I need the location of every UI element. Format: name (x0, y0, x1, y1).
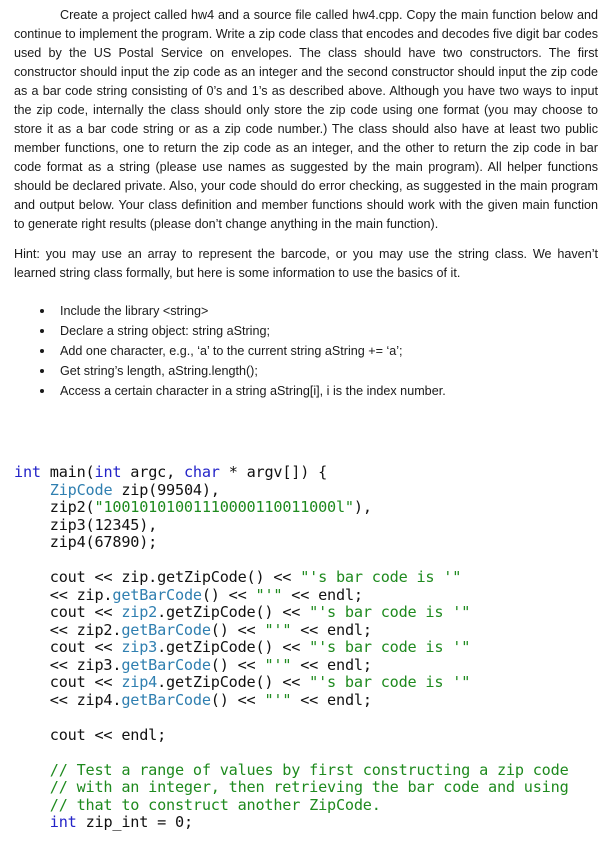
code-token: int (49, 813, 77, 831)
code-line (14, 587, 604, 605)
code-line (14, 692, 604, 710)
code-token: char (183, 463, 220, 481)
code-token: // Test a range of values by first constructing a zip code (14, 760, 569, 779)
code-token: argc, (121, 463, 184, 481)
code-line (14, 797, 604, 815)
hint-bullet-list (14, 301, 598, 401)
code-token: ), (353, 498, 372, 516)
bullet-item: Declare a string object: string aString; (40, 321, 598, 341)
code-token: "'" (264, 620, 292, 639)
code-line (14, 569, 604, 587)
code-token: cout << endl; (14, 725, 167, 744)
code-token: zip3 (121, 638, 158, 656)
code-token: "'s bar code is '" (309, 638, 471, 656)
code-token: << endl; (291, 620, 372, 639)
code-token: zip(99504), (112, 480, 220, 499)
code-token: () << (201, 585, 256, 604)
code-line (14, 499, 604, 517)
code-token: << zip4. (14, 690, 122, 709)
bullet-item: Add one character, e.g., ‘a’ to the current string aString += ‘a’; (40, 341, 598, 361)
code-line (14, 604, 604, 622)
code-token: << zip2. (14, 620, 122, 639)
code-line (14, 552, 604, 570)
assignment-text (14, 6, 598, 401)
code-line (14, 709, 604, 727)
code-token: () << (210, 690, 265, 709)
bullet-item: Include the library <string> (40, 301, 598, 321)
code-token: // that to construct another ZipCode. (14, 795, 381, 814)
code-token: "'" (264, 655, 292, 674)
code-line (14, 657, 604, 675)
code-token: // with an integer, then retrieving the bar code and using (14, 778, 569, 796)
code-token: cout << (14, 603, 122, 621)
code-token: () << (210, 655, 265, 674)
code-token: zip2( (14, 498, 95, 516)
code-token: "'" (264, 690, 292, 709)
code-line (14, 622, 604, 640)
bullet-item: Get string’s length, aString.length(); (40, 361, 598, 381)
bullet-item: Access a certain character in a string aString[i], i is the index number. (40, 381, 598, 401)
code-token: getBarCode (121, 690, 211, 709)
code-line (14, 517, 604, 535)
code-token: getBarCode (112, 585, 202, 604)
code-line (14, 779, 604, 797)
code-token: zip4(67890); (14, 533, 158, 551)
code-token (14, 481, 50, 499)
instructions-paragraph: Create a project called hw4 and a source file called hw4.cpp. Copy the main function below and continue to implement the program. Write a zip code class that encodes and decodes five digit bar codes used by the US Postal Service on envelopes. The class should have two constructors. The first constructor should input the zip code as an integer and the second constructor should input the zip code as a bar code string consisting of 0’s and 1’s as described above. Although you have two ways to input the zip code, internally the class should only store the zip code using one format (you may choose to store it as a bar code string or as a zip code number.) The class should also have at least two public member functions, one to return the zip code as an integer, and the other to return the zip code in bar code format as a string (please use names as suggested by the main program). All helper functions should be declared private. Also, your code should do error checking, as suggested in the main program and output below. Your class definition and member functions should work with the given main function to generate right results (please don’t change anything in the main function). (14, 8, 598, 231)
code-token: "'s bar code is '" (309, 673, 471, 691)
code-token: "'s bar code is '" (300, 568, 462, 586)
code-token: int (14, 463, 41, 481)
code-token: << zip. (14, 585, 113, 604)
code-token: zip2 (121, 603, 158, 621)
code-token: "10010101001110000110011000l" (94, 498, 354, 516)
code-token: .getZipCode() << (157, 603, 310, 621)
code-token: << endl; (291, 655, 372, 674)
code-token: zip4 (121, 673, 158, 691)
code-line (14, 762, 604, 780)
code-token: () << (210, 620, 265, 639)
code-line (14, 482, 604, 500)
code-line (14, 814, 604, 832)
code-token: .getZipCode() << (157, 638, 310, 656)
code-line (14, 534, 604, 552)
code-token (14, 813, 50, 831)
code-token: cout << (14, 638, 122, 656)
main-function-code (14, 464, 604, 832)
code-token: cout << zip.getZipCode() << (14, 568, 301, 586)
code-line (14, 674, 604, 692)
code-token: zip3(12345), (14, 515, 158, 534)
code-token: "'s bar code is '" (309, 603, 471, 621)
code-token: << endl; (291, 690, 372, 709)
code-line (14, 464, 604, 482)
code-token: .getZipCode() << (157, 673, 310, 691)
code-token: int (94, 463, 122, 481)
hint-paragraph: Hint: you may use an array to represent the barcode, or you may use the string class. We haven’t learned string class formally, but here is some information to use the basics of it. (14, 247, 598, 280)
code-token: getBarCode (121, 655, 211, 674)
code-line (14, 727, 604, 745)
code-token: * argv[]) { (219, 463, 328, 481)
code-token: << endl; (282, 585, 363, 604)
code-token: cout << (14, 673, 122, 691)
code-line (14, 639, 604, 657)
code-token: ZipCode (49, 480, 113, 499)
code-token: zip_int = 0; (76, 813, 193, 831)
code-token: getBarCode (121, 620, 211, 639)
code-token: main( (40, 463, 95, 481)
code-token: << zip3. (14, 655, 122, 674)
code-line (14, 744, 604, 762)
code-token: "'" (255, 585, 283, 604)
